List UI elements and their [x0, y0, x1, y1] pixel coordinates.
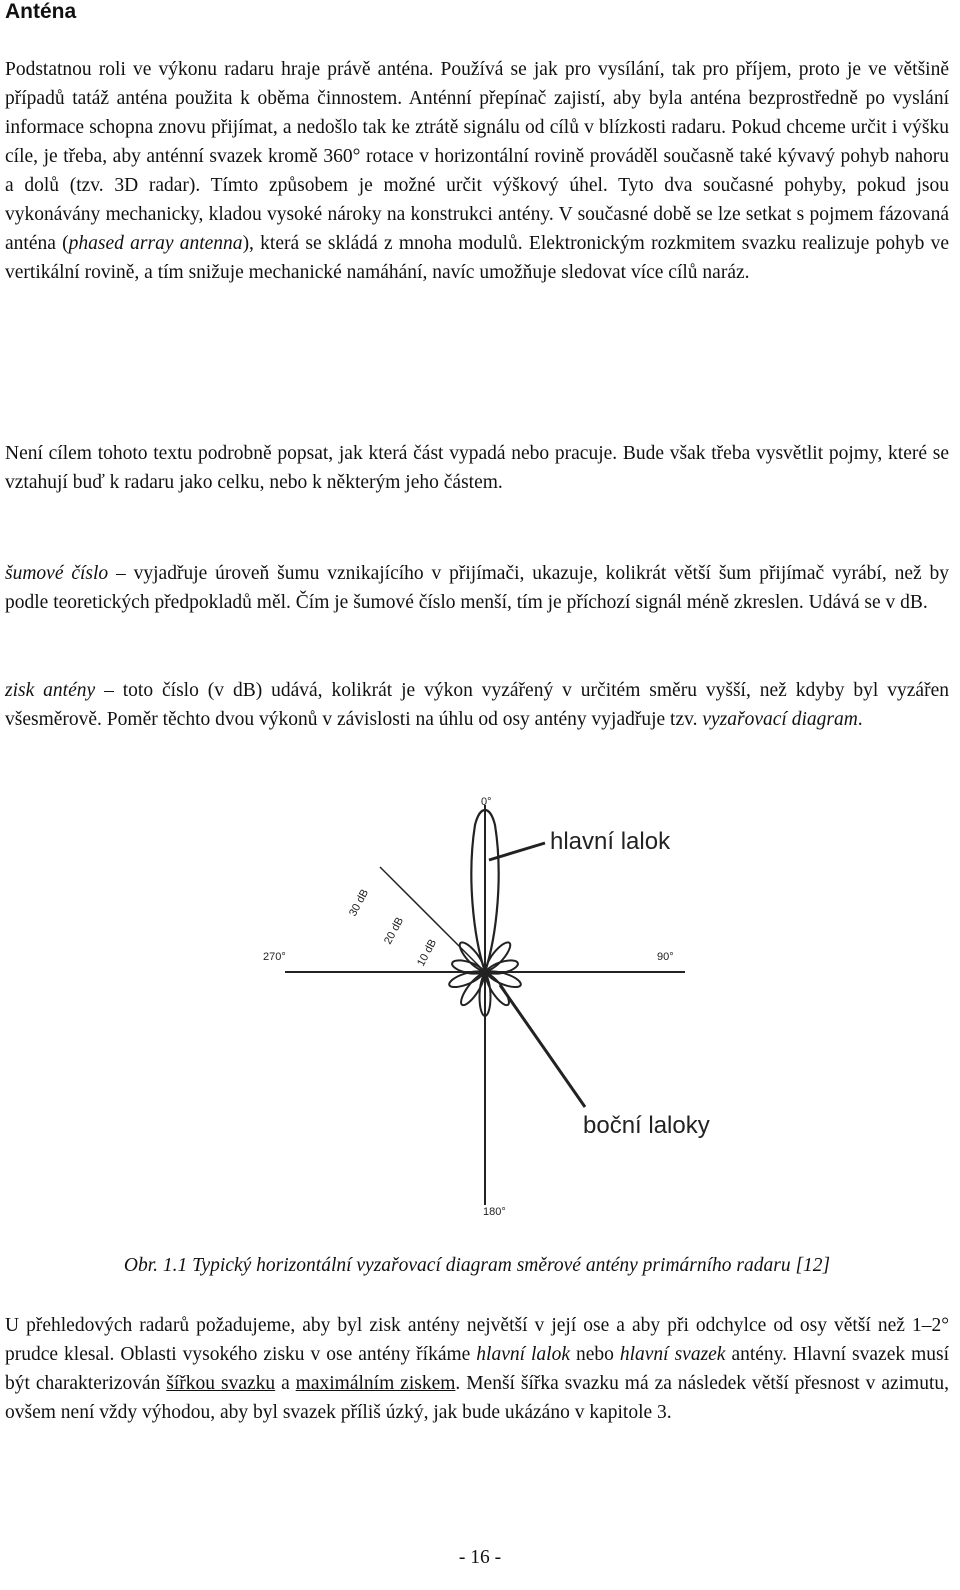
ring-label-10: 10 dB: [415, 937, 440, 969]
ring-label-20: 20 dB: [382, 915, 407, 947]
label-180: 180°: [483, 1206, 506, 1218]
figure-caption: Obr. 1.1 Typický horizontální vyzařovací diagram směrové antény primárního radaru [12]: [123, 1255, 831, 1276]
side-lobes-label: boční laloky: [583, 1112, 710, 1139]
term-beam-width: šířkou svazku: [166, 1373, 276, 1394]
term-main-lobe: hlavní lalok: [476, 1344, 570, 1365]
paragraph-purpose: Není cílem tohoto textu podrobně popsat, jak která část vypadá nebo pracuje. Bude však třeba vysvětlit pojmy, které se vztahují buď k radaru jako celku, nebo k některým jeho částem.: [5, 443, 949, 493]
italic-term: phased array antenna: [68, 233, 243, 254]
term-noise-figure: šumové číslo: [5, 563, 109, 584]
term-antenna-gain: zisk antény: [5, 680, 96, 701]
text: nebo: [570, 1344, 620, 1365]
label-0: 0°: [481, 796, 492, 808]
paragraph-noise-figure: [5, 559, 949, 617]
radiation-pattern-diagram: [245, 785, 725, 1225]
text: antény. Hlavní svazek musí být charakterizován: [5, 1344, 950, 1394]
radiation-pattern-figure: [245, 785, 725, 1225]
term-radiation-pattern: vyzařovací diagram: [702, 709, 858, 730]
text: ), která se skládá z mnoha modulů. Elektronickým rozkmitem svazku realizuje pohyb ve vertikální rovině, a tím snižuje mechanické namáhání, navíc umožňuje sledovat více cílů naráz.: [5, 233, 949, 283]
text: . Menší šířka svazku má za následek větší přesnost v azimutu, ovšem není vždy výhodou, aby byl svazek příliš úzký, jak bude ukázáno v kapitole 3.: [5, 1373, 950, 1423]
label-270: 270°: [263, 951, 286, 963]
text: – vyjadřuje úroveň šumu vznikajícího v přijímači, ukazuje, kolikrát větší šum přijímač vyrábí, než by podle teoretických předpokladů měl. Čím je šumové číslo menší, tím je příchozí signál méně zkreslen. Udává se v dB.: [5, 563, 949, 613]
section-heading: Anténa: [5, 0, 77, 23]
label-90: 90°: [657, 951, 674, 963]
term-max-gain: maximálním ziskem: [295, 1373, 456, 1394]
paragraph-main-lobe: [5, 1311, 949, 1427]
text: U přehledových radarů požadujeme, aby byl zisk antény největší v její ose a aby při odchylce od osy větší než 1–2° prudce klesal. Oblasti vysokého zisku v ose antény říkáme: [5, 1315, 949, 1365]
text: – toto číslo (v dB) udává, kolikrát je výkon vyzářený v určitém směru vyšší, než kdyby byl vyzářen všesměrově. Poměr těchto dvou výkonů v závislosti na úhlu od osy antény vyjadřuje tzv.: [5, 680, 949, 730]
paragraph-intro: [5, 55, 949, 287]
term-main-beam: hlavní svazek: [619, 1344, 726, 1365]
ring-label-30: 30 dB: [347, 887, 372, 919]
main-lobe-label: hlavní lalok: [550, 828, 671, 855]
paragraph-antenna-gain: [5, 676, 949, 734]
text: Podstatnou roli ve výkonu radaru hraje právě anténa. Používá se jak pro vysílání, tak pro příjem, proto je ve většině případů tatáž anténa použita k oběma činnostem. Anténní přepínač zajistí, aby byla anténa bezprostředně po vyslání informace schopna znovu přijímat, a nedošlo tak ke ztrátě signálu od cílů v blízkosti radaru. Pokud chceme určit i výšku cíle, je třeba, aby anténní svazek kromě 360° rotace v horizontální rovině prováděl současně také kývavý pohyb nahoru a dolů (tzv. 3D radar). Tímto způsobem je možné určit výškový úhel. Tyto dva současné pohyby, pokud jsou vykonávány mechanicky, kladou vysoké nároky na konstrukci antény. V současné době se lze setkat s pojmem fázovaná anténa (: [5, 59, 949, 254]
text: a: [275, 1373, 296, 1394]
text: .: [857, 709, 863, 730]
side-lobes-pointer: [500, 985, 585, 1107]
page-number: - 16 -: [458, 1547, 502, 1568]
